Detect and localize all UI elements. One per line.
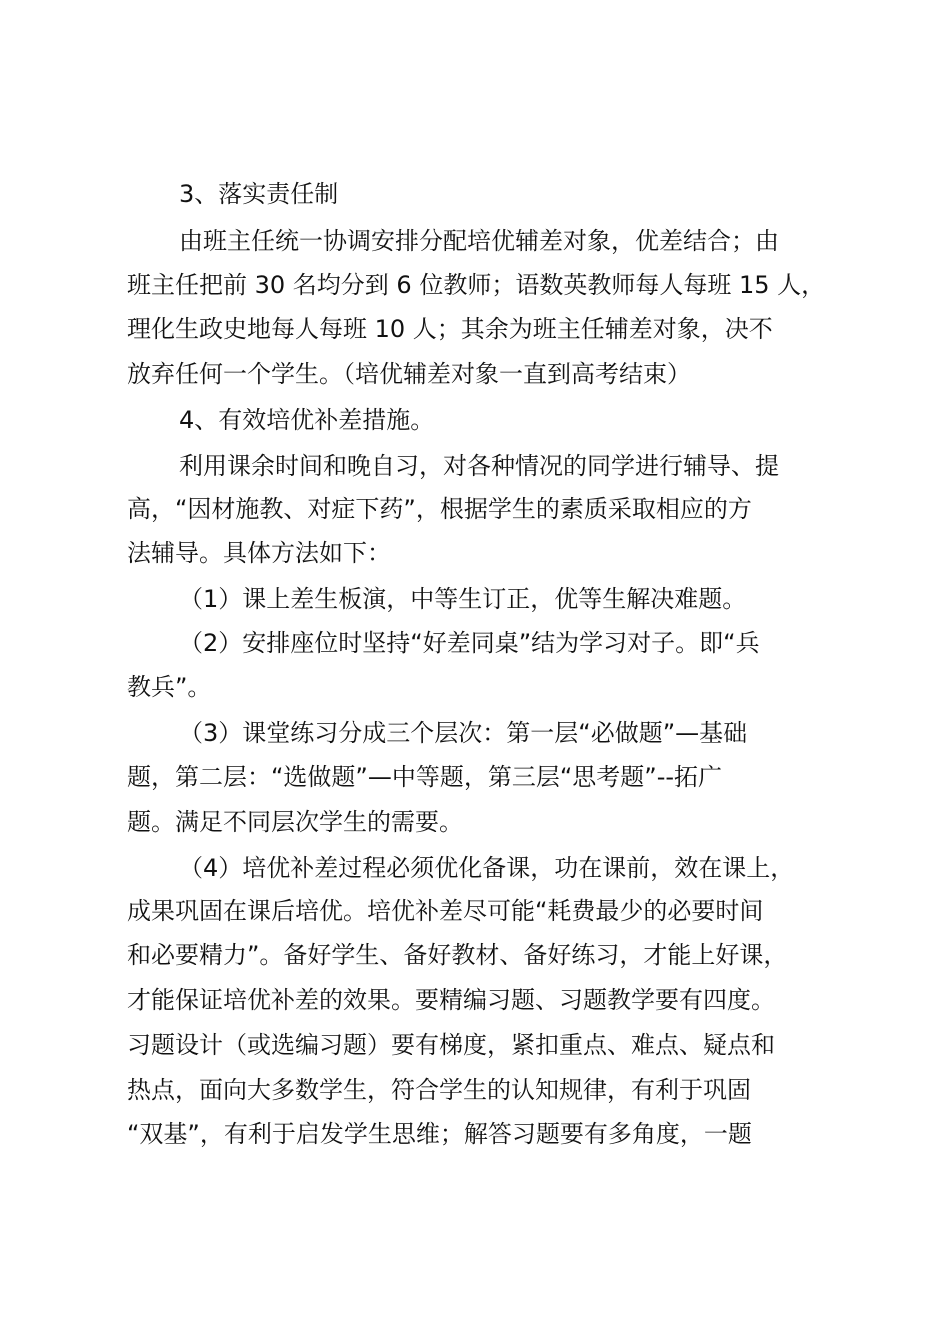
paragraph-line: 教兵”。: [127, 673, 212, 701]
list-item-4: （4）培优补差过程必须优化备课，功在课前，效在课上，: [179, 854, 795, 882]
list-item-3: （3）课堂练习分成三个层次：第一层“必做题”—基础: [179, 719, 748, 747]
paragraph-line: 法辅导。具体方法如下：: [127, 539, 391, 567]
paragraph-line: 班主任把前 30 名均分到 6 位教师；语数英教师每人每班 15 人，: [127, 271, 826, 299]
paragraph-line: 成果巩固在课后培优。培优补差尽可能“耗费最少的必要时间: [127, 897, 764, 925]
paragraph-line: 热点，面向大多数学生，符合学生的认知规律，有利于巩固: [127, 1076, 751, 1104]
paragraph-line: “双基”，有利于启发学生思维；解答习题要有多角度，一题: [127, 1120, 752, 1148]
paragraph-line: 利用课余时间和晚自习，对各种情况的同学进行辅导、提: [179, 452, 779, 480]
heading-responsibility: 3、落实责任制: [179, 180, 339, 208]
paragraph-line: 习题设计（或选编习题）要有梯度，紧扣重点、难点、疑点和: [127, 1031, 775, 1059]
list-item-2: （2）安排座位时坚持“好差同桌”结为学习对子。即“兵: [179, 629, 760, 657]
list-item-1: （1）课上差生板演，中等生订正，优等生解决难题。: [179, 585, 747, 613]
paragraph-line: 放弃任何一个学生。（培优辅差对象一直到高考结束）: [127, 360, 691, 388]
paragraph-line: 和必要精力”。备好学生、备好教材、备好练习，才能上好课，: [127, 941, 788, 969]
paragraph-line: 由班主任统一协调安排分配培优辅差对象，优差结合；由: [179, 227, 779, 255]
paragraph-line: 才能保证培优补差的效果。要精编习题、习题教学要有四度。: [127, 986, 775, 1014]
paragraph-line: 理化生政史地每人每班 10 人；其余为班主任辅差对象，决不: [127, 315, 773, 343]
heading-measures: 4、有效培优补差措施。: [179, 406, 435, 434]
paragraph-line: 题，第二层：“选做题”—中等题，第三层“思考题”--拓广: [127, 763, 723, 791]
paragraph-line: 题。满足不同层次学生的需要。: [127, 808, 463, 836]
paragraph-line: 高，“因材施教、对症下药”，根据学生的素质采取相应的方: [127, 495, 752, 523]
